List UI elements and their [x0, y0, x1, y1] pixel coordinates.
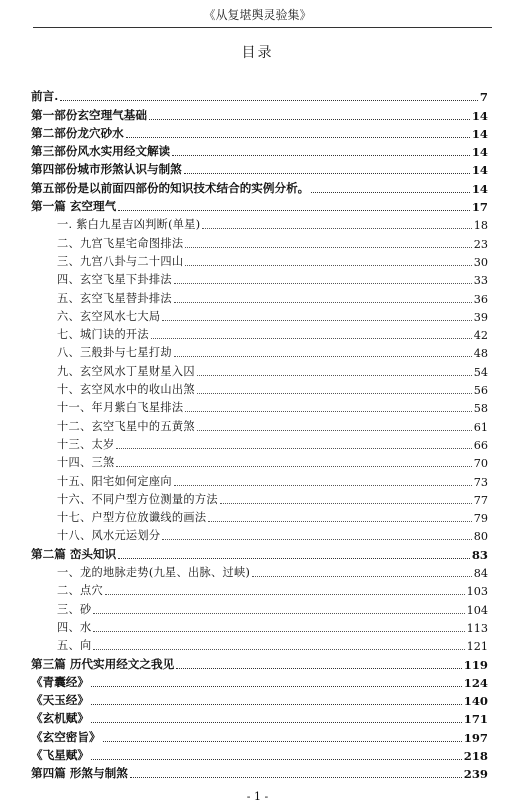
toc-entry-page: 171: [463, 712, 488, 727]
toc-entry-page: 140: [463, 694, 488, 709]
toc-dot-leader: [149, 119, 470, 120]
toc-entry[interactable]: [31, 489, 488, 507]
toc-dot-leader: [185, 411, 471, 412]
toc-entry[interactable]: [31, 342, 488, 360]
toc-entry-title: 十六、不同户型方位测量的方法: [57, 492, 218, 506]
toc-entry-title: 第五部份是以前面四部份的知识技术结合的实例分析。: [31, 180, 310, 195]
toc-entry-page: 58: [473, 402, 488, 416]
toc-entry[interactable]: [31, 141, 488, 159]
toc-entry-page: 14: [471, 181, 488, 196]
toc-entry-page: 79: [473, 512, 488, 526]
toc-entry-page: 17: [471, 200, 488, 215]
toc-entry-title: 十二、玄空飞星中的五黄煞: [57, 419, 195, 433]
toc-entry-page: 23: [473, 237, 488, 251]
toc-entry-page: 14: [471, 163, 488, 178]
toc-entry[interactable]: [31, 635, 488, 653]
toc-entry-title: 十一、年月紫白飞星排法: [57, 401, 184, 415]
toc-entry-page: 84: [473, 567, 488, 581]
toc-entry-page: 39: [473, 310, 488, 324]
toc-entry[interactable]: [31, 525, 488, 543]
toc-entry-page: 77: [473, 493, 488, 507]
toc-entry-page: 33: [473, 274, 488, 288]
toc-entry-title: 二、点穴: [57, 584, 103, 598]
toc-entry-page: 70: [473, 457, 488, 471]
toc-dot-leader: [220, 503, 472, 504]
toc-entry[interactable]: [31, 543, 488, 561]
toc-dot-leader: [91, 759, 462, 760]
toc-entry[interactable]: [31, 617, 488, 635]
toc-entry[interactable]: [31, 470, 488, 488]
toc-dot-leader: [118, 558, 470, 559]
book-header-title: 《从复堪舆灵验集》: [203, 8, 312, 22]
toc-dot-leader: [208, 521, 471, 522]
toc-entry[interactable]: [31, 306, 488, 324]
toc-entry-title: 《玄机赋》: [31, 711, 89, 726]
toc-entry-title: 《玄空密旨》: [31, 729, 101, 744]
toc-entry[interactable]: [31, 324, 488, 342]
toc-entry-page: 48: [473, 347, 488, 361]
toc-dot-leader: [197, 430, 472, 431]
toc-entry[interactable]: [31, 397, 488, 415]
toc-entry-title: 九、玄空风水丁星财星入囚: [57, 364, 195, 378]
toc-entry-title: 《青囊经》: [31, 674, 89, 689]
toc-heading: 目录: [241, 45, 274, 61]
toc-entry-title: 三、砂: [57, 602, 92, 616]
toc-entry-page: 83: [471, 547, 488, 562]
toc-entry[interactable]: [31, 415, 488, 433]
toc-entry[interactable]: [31, 86, 488, 104]
toc-entry-page: 30: [473, 255, 488, 269]
toc-dot-leader: [197, 375, 472, 376]
toc-dot-leader: [311, 192, 470, 193]
toc-dot-leader: [174, 302, 472, 303]
toc-entry[interactable]: [31, 507, 488, 525]
toc-entry-page: 54: [473, 365, 488, 379]
toc-entry-page: 61: [473, 420, 488, 434]
toc-dot-leader: [174, 283, 472, 284]
toc-dot-leader: [197, 393, 472, 394]
toc-entry-title: 十四、三煞: [57, 456, 115, 470]
toc-entry-title: 第二篇 峦头知识: [31, 546, 117, 561]
toc-entry-title: 第三篇 历代实用经文之我见: [31, 656, 175, 671]
toc-entry-title: 第四部份城市形煞认识与制煞: [31, 162, 182, 177]
toc-entry-page: 14: [471, 126, 488, 141]
toc-entry-title: 第三部份风水实用经文解读: [31, 144, 171, 159]
toc-dot-leader: [185, 265, 471, 266]
toc-entry[interactable]: [31, 287, 488, 305]
toc-dot-leader: [93, 613, 464, 614]
toc-entry[interactable]: [31, 177, 488, 195]
toc-entry[interactable]: [31, 763, 488, 781]
toc-entry-title: 第一篇 玄空理气: [31, 199, 117, 214]
toc-entry[interactable]: [31, 653, 488, 671]
toc-entry[interactable]: [31, 123, 488, 141]
toc-entry-page: 80: [473, 530, 488, 544]
toc-entry-title: 十三、太岁: [57, 437, 115, 451]
toc-entry-title: 十、玄空风水中的收山出煞: [57, 383, 195, 397]
toc-dot-leader: [91, 686, 462, 687]
toc-entry-title: 七、城门诀的开法: [57, 328, 149, 342]
toc-entry-page: 66: [473, 438, 488, 452]
toc-entry[interactable]: [31, 726, 488, 744]
toc-entry[interactable]: [31, 598, 488, 616]
toc-dot-leader: [202, 228, 471, 229]
toc-entry-page: 113: [466, 621, 488, 635]
toc-dot-leader: [151, 338, 472, 339]
toc-entry-title: 五、向: [57, 639, 92, 653]
toc-dot-leader: [118, 210, 470, 211]
toc-dot-leader: [172, 155, 470, 156]
toc-dot-leader: [126, 137, 470, 138]
toc-entry[interactable]: [31, 104, 488, 122]
toc-entry[interactable]: [31, 672, 488, 690]
toc-entry-title: 五、玄空飞星替卦排法: [57, 291, 172, 305]
toc-entry-title: 《天玉经》: [31, 693, 89, 708]
toc-entry-page: 14: [471, 108, 488, 123]
toc-entry-title: 二、九宫飞星宅命图排法: [57, 236, 184, 250]
toc-entry-title: 六、玄空风水七大局: [57, 309, 161, 323]
toc-dot-leader: [162, 320, 471, 321]
toc-entry-page: 104: [466, 603, 488, 617]
toc-dot-leader: [116, 448, 471, 449]
toc-entry-page: 124: [463, 675, 488, 690]
table-of-contents: [31, 86, 488, 781]
toc-entry[interactable]: [31, 708, 488, 726]
toc-entry-page: 239: [463, 767, 488, 782]
toc-entry[interactable]: [31, 196, 488, 214]
toc-dot-leader: [93, 631, 464, 632]
toc-entry[interactable]: [31, 580, 488, 598]
toc-entry[interactable]: [31, 690, 488, 708]
toc-entry[interactable]: [31, 269, 488, 287]
toc-dot-leader: [176, 668, 462, 669]
header-divider: [33, 27, 492, 28]
toc-entry[interactable]: [31, 360, 488, 378]
toc-dot-leader: [130, 777, 462, 778]
toc-entry[interactable]: [31, 434, 488, 452]
toc-entry-page: 119: [463, 657, 488, 672]
toc-dot-leader: [252, 576, 472, 577]
toc-entry[interactable]: [31, 745, 488, 763]
toc-entry-title: 一. 紫白九星吉凶判断(单星): [57, 218, 201, 232]
toc-entry[interactable]: [31, 214, 488, 232]
toc-dot-leader: [103, 741, 462, 742]
toc-dot-leader: [174, 485, 472, 486]
toc-entry[interactable]: [31, 159, 488, 177]
toc-entry-title: 一、龙的地脉走势(九星、出脉、过峡): [57, 566, 251, 580]
toc-entry[interactable]: [31, 251, 488, 269]
toc-entry-page: 36: [473, 292, 488, 306]
toc-entry-title: 八、三般卦与七星打劫: [57, 346, 172, 360]
toc-entry-title: 三、九宫八卦与二十四山: [57, 254, 184, 268]
toc-entry-page: 56: [473, 384, 488, 398]
toc-dot-leader: [174, 356, 472, 357]
toc-entry-page: 103: [466, 585, 488, 599]
toc-entry-title: 四、水: [57, 620, 92, 634]
toc-entry-title: 前言.: [31, 89, 59, 104]
toc-entry-page: 18: [473, 219, 488, 233]
toc-dot-leader: [162, 539, 471, 540]
toc-dot-leader: [60, 100, 478, 101]
toc-dot-leader: [91, 704, 462, 705]
toc-dot-leader: [93, 649, 464, 650]
toc-dot-leader: [185, 247, 471, 248]
toc-entry-title: 十五、阳宅如何定座向: [57, 474, 172, 488]
toc-entry[interactable]: [31, 452, 488, 470]
toc-entry[interactable]: [31, 562, 488, 580]
toc-entry-title: 《飞星赋》: [31, 747, 89, 762]
toc-dot-leader: [105, 594, 465, 595]
toc-entry[interactable]: [31, 232, 488, 250]
toc-dot-leader: [184, 173, 470, 174]
toc-dot-leader: [91, 722, 462, 723]
toc-entry-title: 第二部份龙穴砂水: [31, 125, 124, 140]
toc-entry-page: 197: [463, 730, 488, 745]
toc-entry-page: 14: [471, 145, 488, 160]
toc-entry-title: 四、玄空飞星下卦排法: [57, 273, 172, 287]
toc-entry-title: 十七、户型方位放谶线的画法: [57, 511, 207, 525]
toc-entry-title: 十八、风水元运划分: [57, 529, 161, 543]
page-footer-number: - 1 -: [246, 790, 269, 803]
toc-entry[interactable]: [31, 379, 488, 397]
toc-entry-title: 第四篇 形煞与制煞: [31, 766, 128, 781]
toc-entry-page: 73: [473, 475, 488, 489]
toc-entry-title: 第一部份玄空理气基础: [31, 107, 147, 122]
toc-entry-page: 121: [466, 640, 488, 654]
toc-dot-leader: [116, 466, 471, 467]
toc-entry-page: 42: [473, 329, 488, 343]
toc-entry-page: 218: [463, 748, 488, 763]
toc-entry-page: 7: [479, 90, 488, 105]
